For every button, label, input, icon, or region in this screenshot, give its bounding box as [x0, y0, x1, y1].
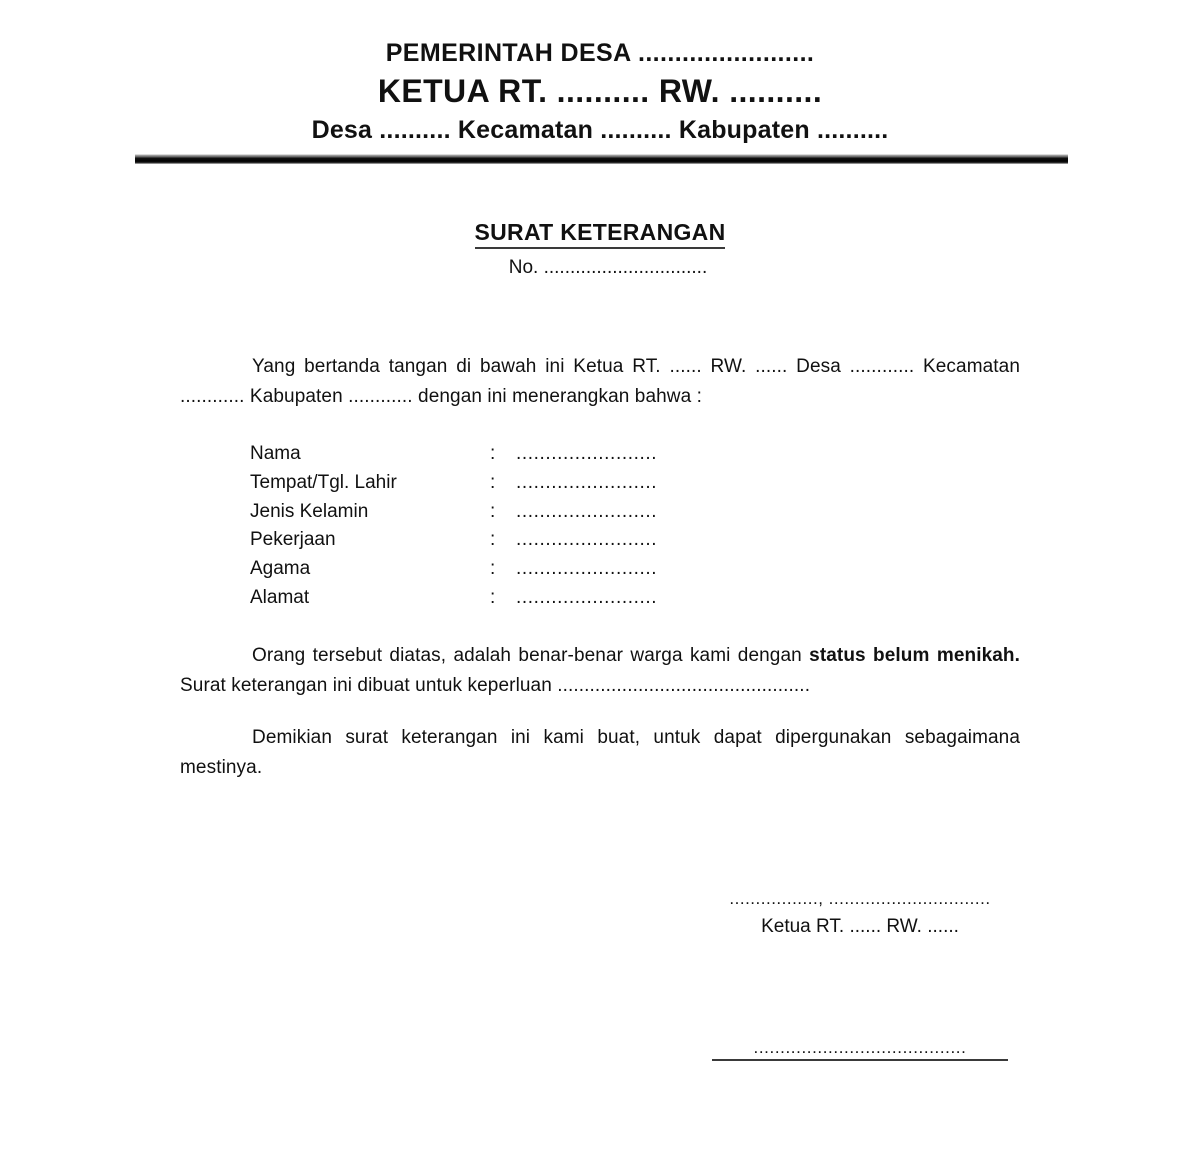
field-label-tempat-tgl-lahir: Tempat/Tgl. Lahir	[250, 471, 397, 493]
field-separator: :	[490, 471, 496, 493]
status-paragraph-prefix: Orang tersebut diatas, adalah benar-benar warga kami dengan	[252, 644, 810, 666]
table-row	[250, 555, 657, 584]
field-label-jenis-kelamin: Jenis Kelamin	[250, 500, 369, 522]
intro-paragraph: Yang bertanda tangan di bawah ini Ketua RT. ...... RW. ...... Desa ............ Kecamatan ............ Kabupaten ............ dengan ini menerangkan bahwa :	[180, 356, 1020, 407]
letterhead-divider-rule	[135, 154, 1068, 164]
field-label-nama: Nama	[250, 443, 301, 464]
field-separator: :	[490, 558, 496, 580]
field-separator: :	[490, 443, 496, 464]
field-separator: :	[490, 529, 496, 551]
document-title-block	[0, 218, 1200, 280]
letterhead-rt-rw-line: KETUA RT. .......... RW. ..........	[377, 73, 823, 109]
letterhead	[0, 36, 1200, 147]
field-separator: :	[490, 586, 496, 608]
spacer	[180, 613, 1020, 641]
status-paragraph-suffix: Surat keterangan ini dibuat untuk keperluan ...............................................	[180, 674, 811, 696]
letterhead-government-line: PEMERINTAH DESA ........................	[385, 39, 815, 67]
letterhead-region-line: Desa .......... Kecamatan .......... Kabupaten ..........	[311, 116, 889, 144]
field-label-pekerjaan: Pekerjaan	[250, 529, 336, 551]
field-value-nama: ........................	[516, 443, 658, 464]
field-label-alamat: Alamat	[250, 586, 310, 608]
field-value-agama: ........................	[516, 558, 658, 580]
signature-block	[700, 888, 1020, 940]
table-row	[250, 469, 657, 498]
person-details-table	[250, 440, 657, 613]
document-body	[180, 352, 1020, 783]
field-label-agama: Agama	[250, 558, 311, 580]
status-paragraph	[180, 641, 1020, 701]
table-row	[250, 440, 657, 469]
spacer	[180, 701, 1020, 723]
field-value-alamat: ........................	[516, 586, 658, 608]
field-value-pekerjaan: ........................	[516, 529, 658, 551]
signature-name-line: ........................................	[712, 1038, 1008, 1061]
table-row	[250, 584, 657, 613]
signature-place-date: ................., ...............................	[729, 889, 991, 908]
document-title: SURAT KETERANGAN	[475, 218, 726, 249]
table-row	[250, 526, 657, 555]
field-separator: :	[490, 500, 496, 522]
document-number: No. ...............................	[508, 257, 708, 278]
table-row	[250, 498, 657, 527]
field-value-jenis-kelamin: ........................	[516, 500, 658, 522]
status-paragraph-emphasis: status belum menikah.	[809, 644, 1020, 666]
closing-paragraph: Demikian surat keterangan ini kami buat, untuk dapat dipergunakan sebagaimana mestinya.	[180, 726, 1020, 778]
field-value-tempat-tgl-lahir: ........................	[516, 471, 658, 493]
signature-role: Ketua RT. ...... RW. ......	[761, 916, 959, 937]
